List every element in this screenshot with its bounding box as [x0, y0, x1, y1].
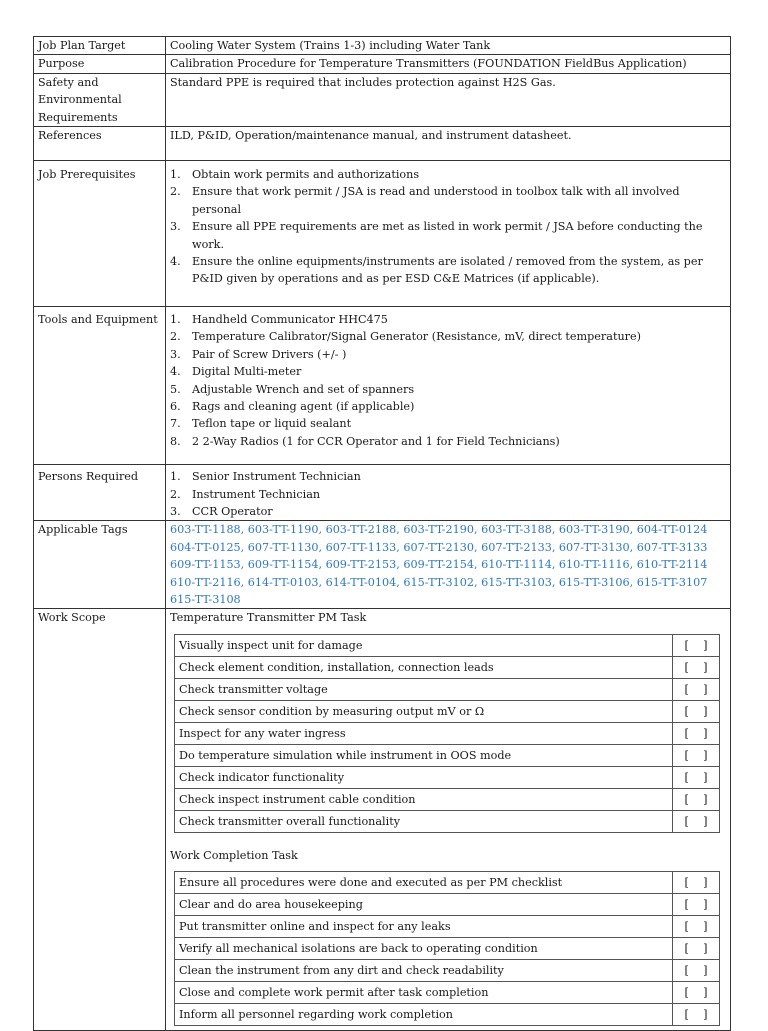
label-tags: Applicable Tags: [34, 521, 166, 609]
checklist-task: Ensure all procedures were done and executed as per PM checklist: [175, 872, 673, 894]
checklist-task: Put transmitter online and inspect for any leaks: [175, 916, 673, 938]
label-tools: Tools and Equipment: [34, 306, 166, 464]
list-text: 2 2-Way Radios (1 for CCR Operator and 1 for Field Technicians): [192, 434, 560, 448]
checklist-checkbox[interactable]: [ ]: [673, 810, 720, 832]
tag-line: 609-TT-1153, 609-TT-1154, 609-TT-2153, 609-TT-2154, 610-TT-1114, 610-TT-1116, 610-TT-2114: [170, 558, 708, 572]
list-text: Instrument Technician: [192, 487, 321, 501]
label-job-plan-target: Job Plan Target: [34, 37, 166, 55]
completion-task-title: Work Completion Task: [170, 848, 298, 862]
list-item: [170, 253, 726, 288]
checklist-task: Clear and do area housekeeping: [175, 894, 673, 916]
row-persons: [34, 465, 731, 521]
checklist-checkbox[interactable]: [ ]: [673, 722, 720, 744]
checklist-task: Check transmitter voltage: [175, 678, 673, 700]
list-item: [170, 486, 726, 503]
checklist-task: Visually inspect unit for damage: [175, 634, 673, 656]
list-number: 4.: [170, 255, 181, 269]
checklist-row: [175, 916, 720, 938]
checklist-row: [175, 982, 720, 1004]
checklist-row: [175, 872, 720, 894]
list-item: [170, 311, 726, 328]
list-item: [170, 503, 726, 520]
checklist-task: Check inspect instrument cable condition: [175, 788, 673, 810]
list-text: Temperature Calibrator/Signal Generator (Resistance, mV, direct temperature): [192, 330, 641, 344]
tag-line: 603-TT-1188, 603-TT-1190, 603-TT-2188, 603-TT-2190, 603-TT-3188, 603-TT-3190, 604-TT-0124: [170, 523, 708, 537]
checklist-task: Clean the instrument from any dirt and check readability: [175, 960, 673, 982]
list-text: Handheld Communicator HHC475: [192, 312, 388, 326]
checklist-row: [175, 656, 720, 678]
checklist-checkbox[interactable]: [ ]: [673, 656, 720, 678]
list-number: 2.: [170, 185, 181, 199]
row-safety: [34, 73, 731, 126]
list-number: 1.: [170, 312, 181, 326]
row-job-plan-target: [34, 37, 731, 55]
row-references: [34, 127, 731, 161]
tag-line: 610-TT-2116, 614-TT-0103, 614-TT-0104, 615-TT-3102, 615-TT-3103, 615-TT-3106, 615-TT-3107: [170, 575, 708, 589]
value-references: ILD, P&ID, Operation/maintenance manual, and instrument datasheet.: [166, 127, 731, 161]
checklist-row: [175, 960, 720, 982]
checklist-checkbox[interactable]: [ ]: [673, 678, 720, 700]
list-item: [170, 363, 726, 380]
tags-cell: [166, 521, 731, 609]
list-text: Ensure that work permit / JSA is read and understood in toolbox talk with all involved personal: [192, 185, 680, 216]
checklist-row: [175, 1004, 720, 1026]
list-number: 8.: [170, 434, 181, 448]
pm-checklist: [174, 634, 720, 833]
tag-line: 615-TT-3108: [170, 592, 241, 606]
list-number: 6.: [170, 399, 181, 413]
checklist-row: [175, 722, 720, 744]
prerequisites-cell: [166, 161, 731, 307]
persons-cell: [166, 465, 731, 521]
label-persons: Persons Required: [34, 465, 166, 521]
value-purpose: Calibration Procedure for Temperature Transmitters (FOUNDATION FieldBus Application): [166, 55, 731, 73]
label-references: References: [34, 127, 166, 161]
checklist-task: Check indicator functionality: [175, 766, 673, 788]
list-item: [170, 398, 726, 415]
checklist-task: Check transmitter overall functionality: [175, 810, 673, 832]
list-text: Digital Multi-meter: [192, 365, 302, 379]
checklist-checkbox[interactable]: [ ]: [673, 938, 720, 960]
checklist-checkbox[interactable]: [ ]: [673, 700, 720, 722]
checklist-row: [175, 678, 720, 700]
value-job-plan-target: Cooling Water System (Trains 1-3) including Water Tank: [166, 37, 731, 55]
checklist-task: Check element condition, installation, connection leads: [175, 656, 673, 678]
list-item: [170, 166, 726, 183]
list-text: Ensure all PPE requirements are met as listed in work permit / JSA before conducting the work.: [192, 220, 703, 251]
row-purpose: [34, 55, 731, 73]
checklist-task: Do temperature simulation while instrument in OOS mode: [175, 744, 673, 766]
checklist-row: [175, 894, 720, 916]
checklist-task: Check sensor condition by measuring output mV or Ω: [175, 700, 673, 722]
checklist-task: Inform all personnel regarding work completion: [175, 1004, 673, 1026]
persons-list: [170, 468, 726, 520]
list-text: CCR Operator: [192, 504, 273, 518]
checklist-checkbox[interactable]: [ ]: [673, 872, 720, 894]
list-item: [170, 415, 726, 432]
checklist-task: Verify all mechanical isolations are back to operating condition: [175, 938, 673, 960]
checklist-checkbox[interactable]: [ ]: [673, 982, 720, 1004]
checklist-checkbox[interactable]: [ ]: [673, 788, 720, 810]
job-plan-table: [33, 36, 731, 1031]
list-number: 3.: [170, 504, 181, 518]
checklist-checkbox[interactable]: [ ]: [673, 634, 720, 656]
row-work-scope: [34, 609, 731, 1031]
list-text: Obtain work permits and authorizations: [192, 168, 420, 182]
checklist-row: [175, 788, 720, 810]
list-number: 4.: [170, 365, 181, 379]
checklist-row: [175, 634, 720, 656]
checklist-checkbox[interactable]: [ ]: [673, 744, 720, 766]
list-text: Ensure the online equipments/instruments are isolated / removed from the system, as per P&ID given by operations and as per ESD C&E Matrices (if applicable).: [192, 255, 703, 286]
list-text: Pair of Screw Drivers (+/- ): [192, 347, 347, 361]
list-number: 2.: [170, 487, 181, 501]
checklist-row: [175, 744, 720, 766]
label-work-scope: Work Scope: [34, 609, 166, 1031]
checklist-checkbox[interactable]: [ ]: [673, 916, 720, 938]
list-item: [170, 183, 726, 218]
checklist-checkbox[interactable]: [ ]: [673, 1004, 720, 1026]
row-prerequisites: [34, 161, 731, 307]
checklist-task: Close and complete work permit after task completion: [175, 982, 673, 1004]
row-tools: [34, 306, 731, 464]
label-purpose: Purpose: [34, 55, 166, 73]
tag-line: 604-TT-0125, 607-TT-1130, 607-TT-1133, 607-TT-2130, 607-TT-2133, 607-TT-3130, 607-TT-3133: [170, 540, 708, 554]
list-item: [170, 468, 726, 485]
list-text: Senior Instrument Technician: [192, 470, 361, 484]
list-number: 1.: [170, 470, 181, 484]
label-prerequisites: Job Prerequisites: [34, 161, 166, 307]
tools-list: [170, 311, 726, 450]
list-item: [170, 433, 726, 450]
checklist-checkbox[interactable]: [ ]: [673, 766, 720, 788]
list-text: Adjustable Wrench and set of spanners: [192, 382, 415, 396]
list-text: Teflon tape or liquid sealant: [192, 417, 352, 431]
checklist-checkbox[interactable]: [ ]: [673, 960, 720, 982]
work-scope-cell: [166, 609, 731, 1031]
label-safety: Safety and Environmental Requirements: [34, 73, 166, 126]
list-number: 7.: [170, 417, 181, 431]
list-number: 3.: [170, 347, 181, 361]
list-item: [170, 381, 726, 398]
tools-cell: [166, 306, 731, 464]
checklist-row: [175, 810, 720, 832]
list-item: [170, 328, 726, 345]
prerequisites-list: [170, 166, 726, 288]
checklist-task: Inspect for any water ingress: [175, 722, 673, 744]
list-number: 5.: [170, 382, 181, 396]
list-number: 1.: [170, 168, 181, 182]
pm-task-title: Temperature Transmitter PM Task: [170, 611, 367, 625]
checklist-checkbox[interactable]: [ ]: [673, 894, 720, 916]
checklist-row: [175, 700, 720, 722]
list-item: [170, 346, 726, 363]
checklist-row: [175, 938, 720, 960]
list-text: Rags and cleaning agent (if applicable): [192, 399, 415, 413]
list-number: 2.: [170, 330, 181, 344]
list-number: 3.: [170, 220, 181, 234]
checklist-row: [175, 766, 720, 788]
value-safety: Standard PPE is required that includes protection against H2S Gas.: [166, 73, 731, 126]
list-item: [170, 218, 726, 253]
completion-checklist: [174, 871, 720, 1026]
row-tags: [34, 521, 731, 609]
